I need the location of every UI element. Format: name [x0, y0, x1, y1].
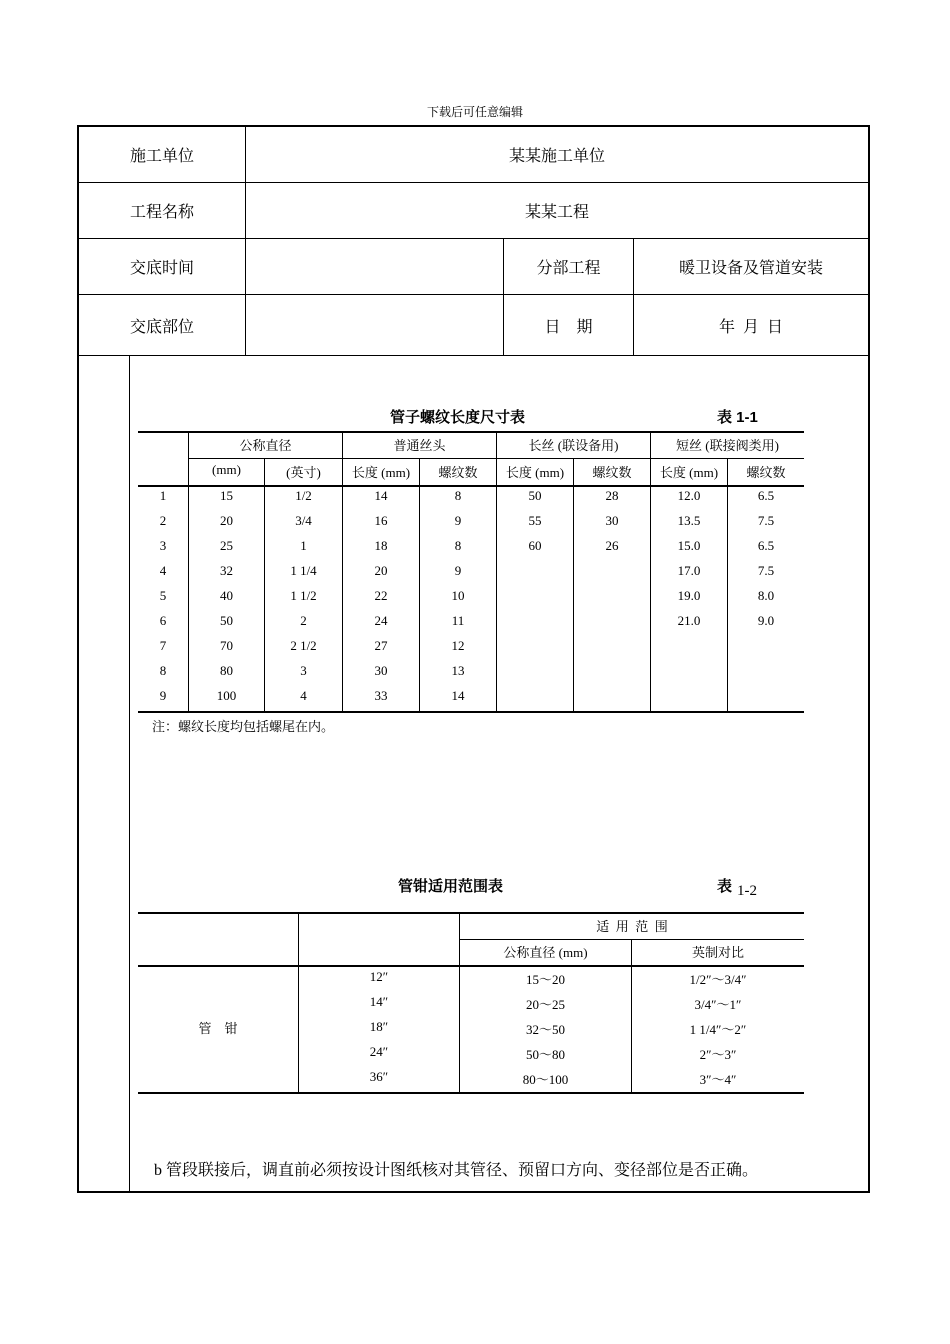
table-cell: 100 — [216, 688, 237, 703]
subheader-length: 长度 (mm) — [505, 465, 565, 480]
table-cell: 6.5 — [757, 488, 775, 503]
pipe-wrench-table — [138, 912, 804, 1096]
table-cell: 10 — [451, 588, 465, 603]
table-cell: 1 — [300, 538, 307, 553]
table-cell: 27 — [374, 638, 388, 653]
table-cell: 13 — [451, 663, 465, 678]
table-cell: 21.0 — [677, 613, 701, 628]
table2-number: 1-2 — [737, 883, 757, 899]
table1-number: 表 1-1 — [717, 409, 758, 426]
subproject-label: 分部工程 — [536, 260, 601, 277]
table-cell: 9 — [454, 513, 462, 528]
subheader-length: 长度 (mm) — [659, 465, 719, 480]
table-cell: 30 — [374, 663, 388, 678]
table-cell: 2″～3″ — [699, 1047, 737, 1062]
table-cell: 12 — [451, 638, 465, 653]
table-cell: 26 — [605, 538, 619, 553]
table-cell: 19.0 — [677, 588, 701, 603]
project-label: 工程名称 — [129, 204, 194, 221]
row-index: 7 — [159, 638, 167, 653]
table-cell: 30 — [605, 513, 619, 528]
table-cell: 28 — [605, 488, 619, 503]
tool-name: 管 钳 — [198, 1021, 238, 1036]
table-cell: 60 — [528, 538, 542, 553]
table-cell: 1/2″～3/4″ — [689, 972, 747, 987]
table-cell: 22 — [374, 588, 388, 603]
table-cell: 8 — [454, 488, 462, 503]
table-cell: 7.5 — [757, 563, 775, 578]
table-cell: 20～25 — [525, 997, 565, 1012]
group-standard-thread: 普通丝头 — [393, 438, 446, 453]
table-cell: 15.0 — [677, 538, 701, 553]
table-cell: 1 1/4″～2″ — [689, 1022, 747, 1037]
group-nominal-diameter: 公称直径 — [239, 438, 292, 453]
table-cell: 8 — [454, 538, 462, 553]
row-index: 2 — [159, 513, 167, 528]
date-value[interactable]: 年 月 日 — [718, 318, 783, 336]
row-index: 4 — [159, 563, 167, 578]
subheader-inch: (英寸) — [286, 465, 321, 480]
subheader-mm: (mm) — [212, 462, 241, 477]
table-cell: 3/4 — [295, 513, 312, 528]
table-cell: 3 — [300, 663, 307, 678]
imperial-header: 英制对比 — [691, 945, 744, 960]
row-index: 8 — [159, 663, 167, 678]
table1-note: 注：螺纹长度均包括螺尾在内。 — [152, 719, 335, 734]
range-group-header: 适 用 范 围 — [596, 919, 668, 934]
table-cell: 12.0 — [677, 488, 701, 503]
table-cell: 40 — [220, 588, 233, 603]
subheader-length: 长度 (mm) — [351, 465, 411, 480]
table-cell: 55 — [528, 513, 542, 528]
table-cell: 14 — [374, 488, 388, 503]
table-cell: 4 — [300, 688, 307, 703]
date-label: 日 期 — [544, 318, 593, 336]
table-cell: 25 — [220, 538, 233, 553]
time-label: 交底时间 — [129, 260, 194, 277]
unit-label: 施工单位 — [129, 148, 194, 165]
table-cell: 36″ — [369, 1069, 389, 1084]
table-cell: 11 — [451, 613, 465, 628]
table-cell: 18″ — [369, 1019, 389, 1034]
part-label: 交底部位 — [129, 318, 194, 336]
table-cell: 50 — [528, 488, 542, 503]
table-cell: 1/2 — [295, 488, 312, 503]
table-cell: 32 — [220, 563, 233, 578]
table-cell: 70 — [220, 638, 233, 653]
subheader-thread-count: 螺纹数 — [438, 465, 478, 480]
table-cell: 8.0 — [757, 588, 775, 603]
table-cell: 80～100 — [522, 1072, 569, 1087]
table-cell: 2 1/2 — [290, 638, 317, 653]
table-cell: 17.0 — [677, 563, 701, 578]
header-note: 下载后可任意编辑 — [426, 105, 523, 119]
part-value[interactable] — [246, 295, 503, 355]
table-cell: 14″ — [369, 994, 389, 1009]
table-cell: 24 — [374, 613, 388, 628]
paragraph-b: b 管段联接后，调直前必须按设计图纸核对其管径、预留口方向、变径部位是否正确。 — [154, 1162, 759, 1179]
table-cell: 50 — [220, 613, 233, 628]
table-cell: 18 — [374, 538, 388, 553]
table-cell: 15 — [220, 488, 233, 503]
table-cell: 50～80 — [525, 1047, 565, 1062]
table-cell: 20 — [374, 563, 388, 578]
table2-number-label: 表 — [717, 878, 733, 895]
unit-value: 某某施工单位 — [508, 148, 605, 165]
table-cell: 1 1/2 — [290, 588, 317, 603]
table-cell: 3/4″～1″ — [694, 997, 742, 1012]
row-index: 1 — [159, 488, 167, 503]
table-cell: 15～20 — [525, 972, 565, 987]
group-long-thread: 长丝 (联设备用) — [528, 438, 619, 453]
table2-title: 管钳适用范围表 — [398, 878, 504, 895]
row-index: 5 — [159, 588, 167, 603]
table-cell: 2 — [300, 613, 307, 628]
row-index: 6 — [159, 613, 167, 628]
table-cell: 12″ — [369, 969, 389, 984]
table-cell: 7.5 — [757, 513, 775, 528]
subproject-value: 暖卫设备及管道安装 — [678, 260, 823, 277]
time-value[interactable] — [246, 239, 503, 294]
table-cell: 9 — [454, 563, 462, 578]
table-cell: 6.5 — [757, 538, 775, 553]
table-cell: 9.0 — [757, 613, 775, 628]
table-cell: 20 — [220, 513, 233, 528]
subheader-thread-count: 螺纹数 — [746, 465, 786, 480]
table-cell: 13.5 — [677, 513, 701, 528]
table1-title: 管子螺纹长度尺寸表 — [390, 409, 526, 426]
table-cell: 33 — [374, 688, 388, 703]
table-cell: 80 — [220, 663, 233, 678]
table-cell: 14 — [451, 688, 465, 703]
subheader-thread-count: 螺纹数 — [592, 465, 632, 480]
thread-length-table — [138, 431, 804, 714]
group-short-thread: 短丝 (联接阀类用) — [676, 438, 779, 453]
row-index: 3 — [159, 538, 167, 553]
table-cell: 3″～4″ — [699, 1072, 737, 1087]
nominal-diameter-header: 公称直径 (mm) — [503, 945, 588, 960]
row-index: 9 — [159, 688, 167, 703]
table-cell: 32～50 — [525, 1022, 565, 1037]
table-cell: 24″ — [369, 1044, 389, 1059]
table-cell: 16 — [374, 513, 388, 528]
project-value: 某某工程 — [524, 204, 589, 221]
table-cell: 1 1/4 — [290, 563, 317, 578]
